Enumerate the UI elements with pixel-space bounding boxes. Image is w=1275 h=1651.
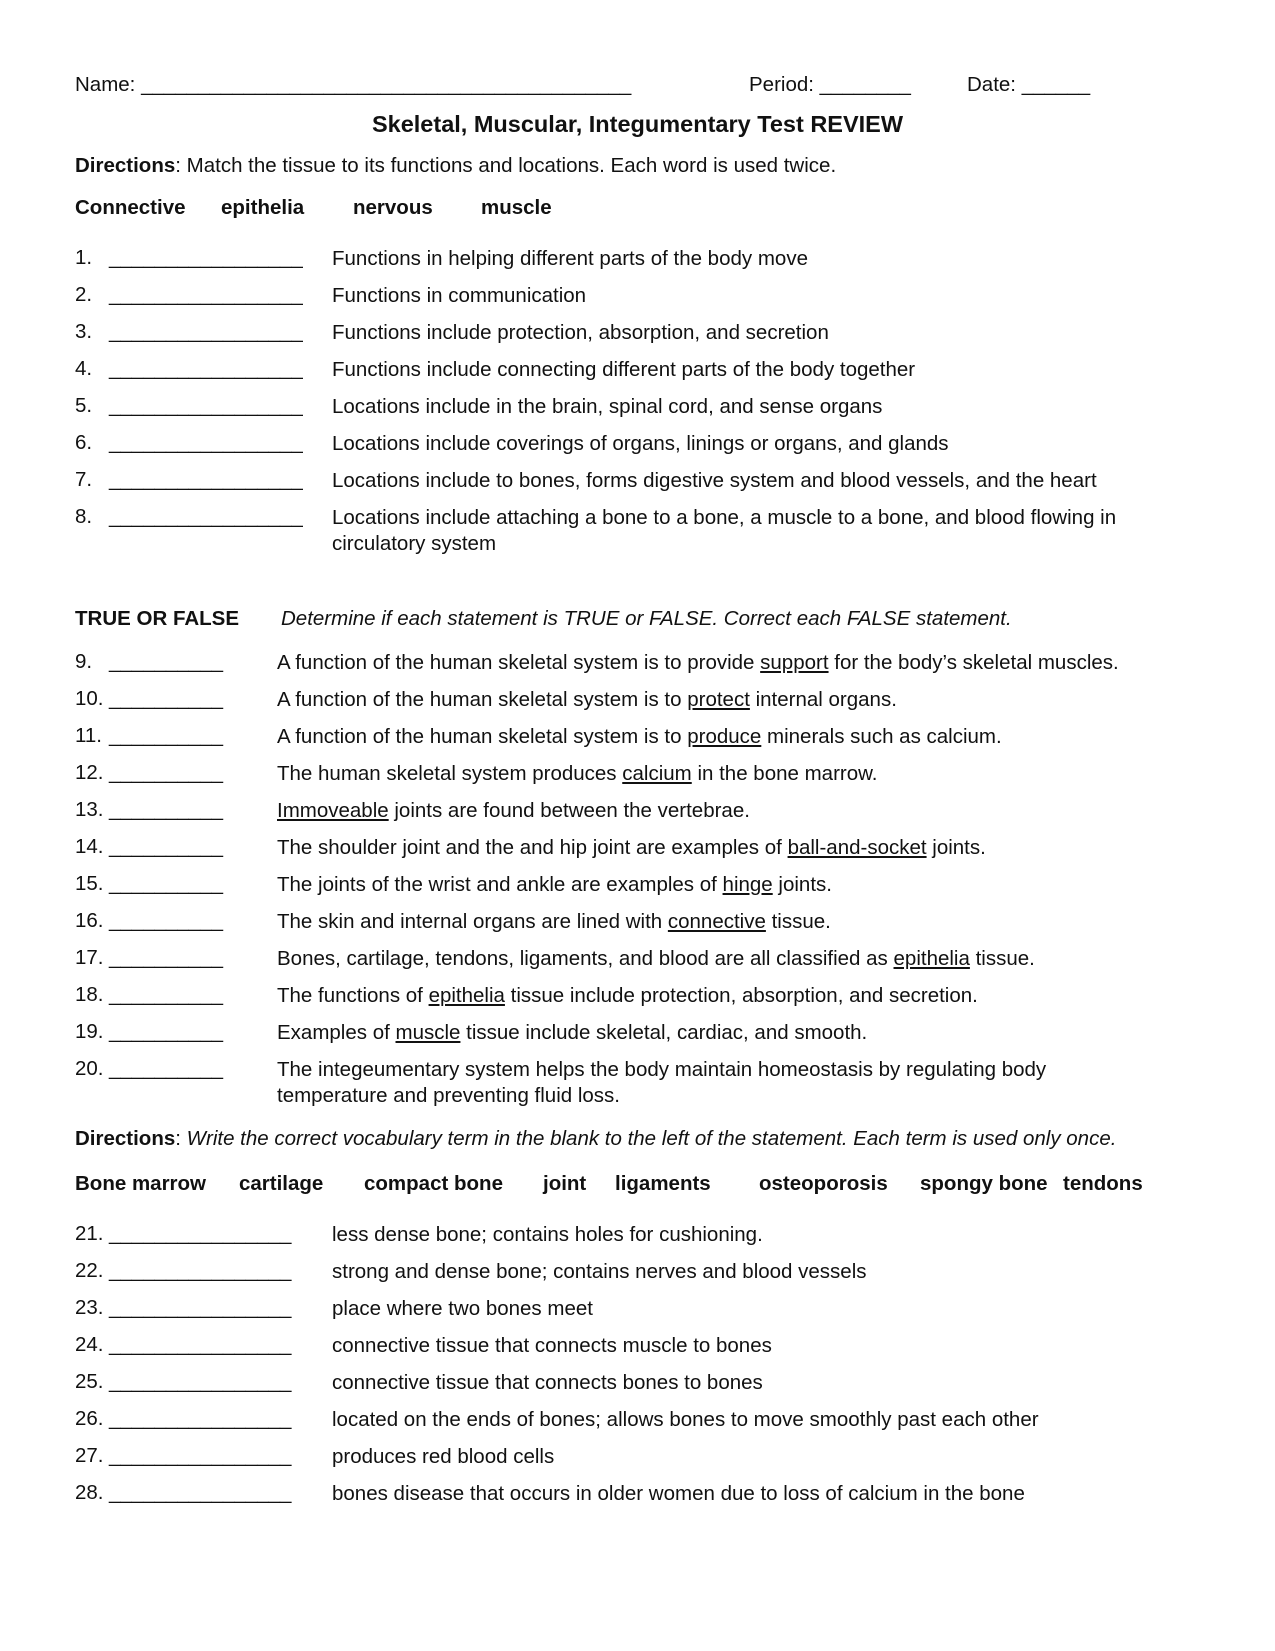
statement-post: tissue include skeletal, cardiac, and smooth. <box>460 1021 868 1044</box>
statement-pre: The skin and internal organs are lined with <box>277 910 668 933</box>
section3-directions: Directions: Write the correct vocabulary term in the blank to the left of the statement. Each term is used only once. <box>75 1127 1117 1150</box>
section1-word-bank <box>75 196 1215 224</box>
question-number: 20. <box>75 1057 104 1080</box>
statement-pre: Examples of <box>277 1021 396 1044</box>
statement-text <box>277 909 1157 935</box>
question-number: 12. <box>75 761 104 784</box>
word-bank-term: ligaments <box>615 1172 711 1195</box>
answer-blank[interactable]: ________________ <box>109 1407 292 1430</box>
answer-blank[interactable]: _________________ <box>109 357 303 380</box>
statement-pre: The human skeletal system produces <box>277 762 623 785</box>
underlined-term: produce <box>687 725 762 748</box>
definition-text: connective tissue that connects muscle to bones <box>332 1334 772 1357</box>
question-number: 24. <box>75 1333 104 1356</box>
word-bank-term: epithelia <box>221 196 305 219</box>
answer-blank[interactable]: __________ <box>109 872 224 895</box>
true-false-directions: Determine if each statement is TRUE or FALSE. Correct each FALSE statement. <box>281 607 1012 630</box>
answer-blank[interactable]: _________________ <box>109 320 303 343</box>
period-field[interactable]: Period: ________ <box>749 73 911 96</box>
definition-text: located on the ends of bones; allows bones to move smoothly past each other <box>332 1408 1039 1431</box>
question-number: 9. <box>75 650 93 673</box>
statement-post: joints. <box>772 873 832 896</box>
answer-blank[interactable]: __________ <box>109 724 224 747</box>
statement-post: in the bone marrow. <box>691 762 878 785</box>
statement-pre: The shoulder joint and the and hip joint are examples of <box>277 836 788 859</box>
question-number: 18. <box>75 983 104 1006</box>
name-field[interactable]: Name: ___________________________________________ <box>75 73 632 96</box>
underlined-term: protect <box>687 688 750 711</box>
header-row <box>75 73 1195 101</box>
question-number: 17. <box>75 946 104 969</box>
statement-text <box>277 687 1157 713</box>
question-number: 2. <box>75 283 93 306</box>
directions-label: Directions <box>75 1127 176 1150</box>
answer-blank[interactable]: _________________ <box>109 394 303 417</box>
answer-blank[interactable]: __________ <box>109 946 224 969</box>
question-number: 27. <box>75 1444 104 1467</box>
answer-blank[interactable]: ________________ <box>109 1481 292 1504</box>
underlined-term: connective <box>667 910 766 933</box>
question-number: 25. <box>75 1370 104 1393</box>
statement-pre: A function of the human skeletal system is to <box>277 688 688 711</box>
answer-blank[interactable]: __________ <box>109 1020 224 1043</box>
statement-post: tissue. <box>765 910 831 933</box>
question-number: 15. <box>75 872 104 895</box>
underlined-term: support <box>760 651 829 674</box>
definition-text: strong and dense bone; contains nerves and blood vessels <box>332 1260 867 1283</box>
underlined-term: muscle <box>395 1021 461 1044</box>
answer-blank[interactable]: __________ <box>109 650 224 673</box>
true-false-heading <box>75 607 1215 635</box>
question-number: 26. <box>75 1407 104 1430</box>
answer-blank[interactable]: __________ <box>109 798 224 821</box>
word-bank-term: Bone marrow <box>75 1172 206 1195</box>
question-text: Locations include to bones, forms digestive system and blood vessels, and the heart <box>332 469 1097 492</box>
question-number: 13. <box>75 798 104 821</box>
word-bank-term: spongy bone <box>920 1172 1048 1195</box>
question-number: 19. <box>75 1020 104 1043</box>
directions-text: : Match the tissue to its functions and locations. Each word is used twice. <box>175 154 837 177</box>
statement-post: tissue. <box>969 947 1035 970</box>
answer-blank[interactable]: __________ <box>109 687 224 710</box>
answer-blank[interactable]: __________ <box>109 835 224 858</box>
question-number: 21. <box>75 1222 104 1245</box>
statement-post: tissue include protection, absorption, and secretion. <box>504 984 978 1007</box>
question-number: 10. <box>75 687 104 710</box>
statement-text <box>277 724 1157 750</box>
question-text: Locations include in the brain, spinal cord, and sense organs <box>332 395 883 418</box>
word-bank-term: joint <box>543 1172 587 1195</box>
answer-blank[interactable]: _________________ <box>109 431 303 454</box>
true-false-label: TRUE OR FALSE <box>75 607 240 630</box>
question-number: 23. <box>75 1296 104 1319</box>
definition-text: bones disease that occurs in older women due to loss of calcium in the bone <box>332 1482 1025 1505</box>
answer-blank[interactable]: ________________ <box>109 1370 292 1393</box>
word-bank-term: nervous <box>353 196 433 219</box>
question-number: 3. <box>75 320 93 343</box>
statement-text <box>277 946 1157 972</box>
answer-blank[interactable]: ________________ <box>109 1333 292 1356</box>
statement-pre: The joints of the wrist and ankle are examples of <box>277 873 723 896</box>
statement-post: for the body’s skeletal muscles. <box>828 651 1119 674</box>
word-bank-term: tendons <box>1063 1172 1143 1195</box>
question-number: 1. <box>75 246 93 269</box>
word-bank-term: compact bone <box>364 1172 503 1195</box>
statement-pre: The functions of <box>277 984 429 1007</box>
answer-blank[interactable]: ________________ <box>109 1296 292 1319</box>
underlined-term: epithelia <box>893 947 970 970</box>
section1-directions <box>75 154 836 178</box>
statement-text <box>277 798 1157 824</box>
statement-text <box>277 872 1157 898</box>
question-text: Locations include coverings of organs, linings or organs, and glands <box>332 432 949 455</box>
answer-blank[interactable]: _________________ <box>109 283 303 306</box>
statement-text <box>277 1057 1157 1109</box>
word-bank-term: Connective <box>75 196 186 219</box>
question-text: Functions include protection, absorption, and secretion <box>332 321 829 344</box>
question-number: 28. <box>75 1481 104 1504</box>
statement-post: internal organs. <box>749 688 897 711</box>
underlined-term: calcium <box>622 762 692 785</box>
statement-pre: Bones, cartilage, tendons, ligaments, and blood are all classified as <box>277 947 894 970</box>
question-number: 22. <box>75 1259 104 1282</box>
underlined-term: hinge <box>722 873 773 896</box>
word-bank-term: muscle <box>481 196 552 219</box>
answer-blank[interactable]: _________________ <box>109 246 303 269</box>
section3-word-bank <box>75 1172 1215 1200</box>
question-number: 6. <box>75 431 93 454</box>
word-bank-term: osteoporosis <box>759 1172 888 1195</box>
question-number: 7. <box>75 468 93 491</box>
statement-post: minerals such as calcium. <box>761 725 1002 748</box>
statement-pre: A function of the human skeletal system is to <box>277 725 688 748</box>
answer-blank[interactable]: ________________ <box>109 1222 292 1245</box>
directions-text: Write the correct vocabulary term in the blank to the left of the statement. Each term is used only once. <box>186 1127 1117 1150</box>
statement-text <box>277 1020 1157 1046</box>
date-field[interactable]: Date: ______ <box>967 73 1091 96</box>
question-number: 4. <box>75 357 93 380</box>
answer-blank[interactable]: _________________ <box>109 505 303 528</box>
answer-blank[interactable]: ________________ <box>109 1259 292 1282</box>
statement-post: joints. <box>926 836 986 859</box>
answer-blank[interactable]: __________ <box>109 761 224 784</box>
statement-text <box>277 983 1157 1009</box>
statement-text <box>277 650 1157 676</box>
question-text: Functions in communication <box>332 284 587 307</box>
answer-blank[interactable]: __________ <box>109 909 224 932</box>
definition-text: place where two bones meet <box>332 1297 593 1320</box>
underlined-term: epithelia <box>428 984 505 1007</box>
question-number: 16. <box>75 909 104 932</box>
question-text: Functions include connecting different parts of the body together <box>332 358 916 381</box>
question-number: 5. <box>75 394 93 417</box>
question-text: Functions in helping different parts of the body move <box>332 247 808 270</box>
answer-blank[interactable]: __________ <box>109 1057 224 1080</box>
question-number: 11. <box>75 724 102 747</box>
underlined-term: Immoveable <box>277 799 389 822</box>
statement-text <box>277 835 1157 861</box>
statement-pre: A function of the human skeletal system is to provide <box>277 651 761 674</box>
statement-post: joints are found between the vertebrae. <box>388 799 750 822</box>
answer-blank[interactable]: __________ <box>109 983 224 1006</box>
question-text: Locations include attaching a bone to a bone, a muscle to a bone, and blood flowing in circulatory system <box>332 506 1117 555</box>
word-bank-term: cartilage <box>239 1172 324 1195</box>
answer-blank[interactable]: _________________ <box>109 468 303 491</box>
definition-text: less dense bone; contains holes for cushioning. <box>332 1223 763 1246</box>
statement-pre: The integeumentary system helps the body maintain homeostasis by regulating body temperature and preventing fluid loss. <box>277 1058 1047 1107</box>
answer-blank[interactable]: ________________ <box>109 1444 292 1467</box>
definition-text: produces red blood cells <box>332 1445 555 1468</box>
underlined-term: ball-and-socket <box>787 836 927 859</box>
definition-text: connective tissue that connects bones to bones <box>332 1371 763 1394</box>
page-title: Skeletal, Muscular, Integumentary Test REVIEW <box>371 111 904 137</box>
question-number: 14. <box>75 835 104 858</box>
question-number: 8. <box>75 505 93 528</box>
statement-text <box>277 761 1157 787</box>
directions-label: Directions <box>75 154 176 177</box>
